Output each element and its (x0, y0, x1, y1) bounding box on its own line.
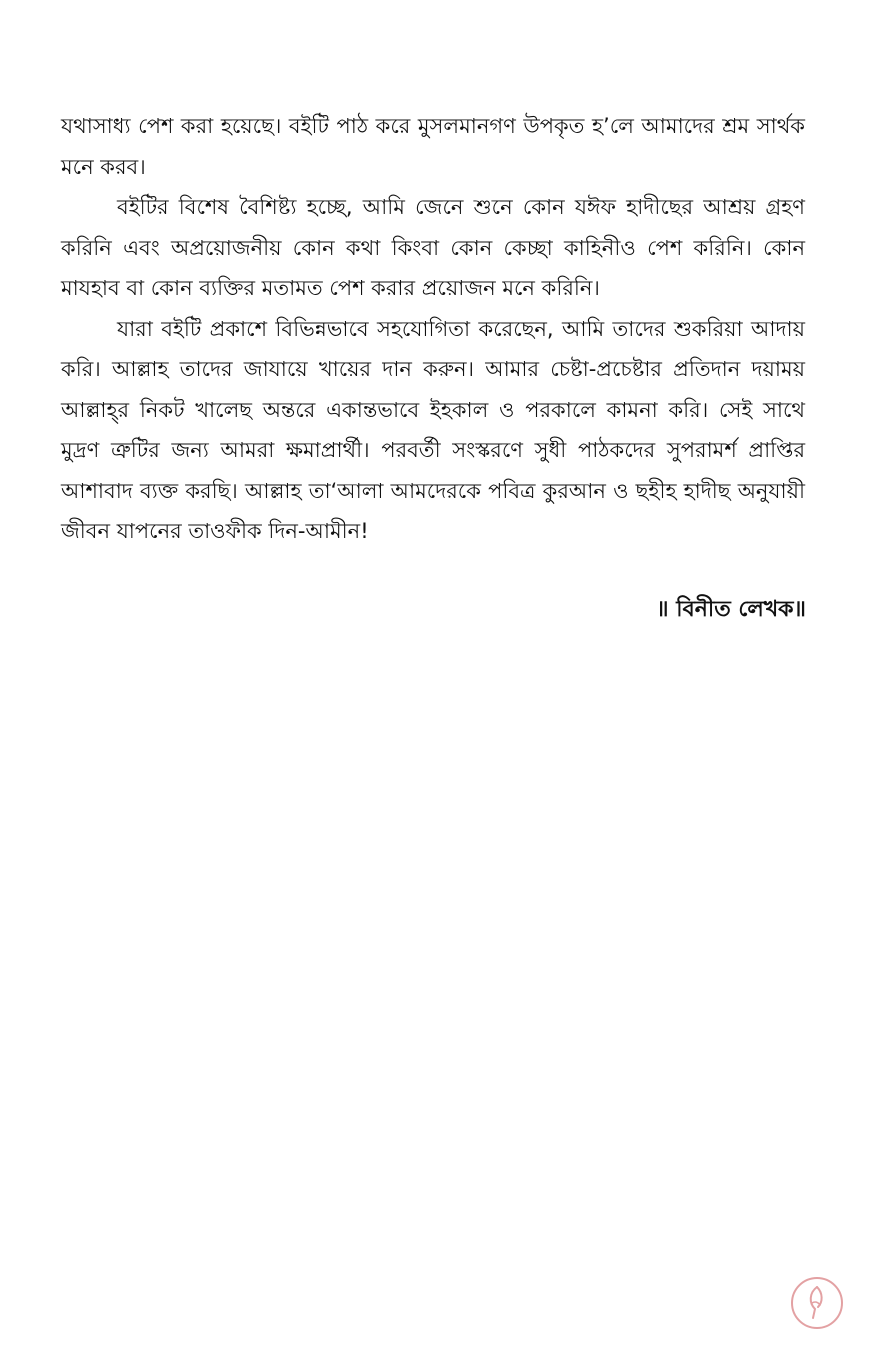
author-signature: ॥ বিনীত লেখক॥ (656, 597, 806, 622)
paragraph-3: যারা বইটি প্রকাশে বিভিন্নভাবে সহযোগিতা করেছেন, আমি তাদের শুকরিয়া আদায় করি। আল্লাহ তাদের জাযায়ে খায়ের দান করুন। আমার চেষ্টা-প্রচেষ্টার প্রতিদান দয়াময় আল্লাহ্‌র নিকট খালেছ অন্তরে একান্তভাবে ইহকাল ও পরকালে কামনা করি। সেই সাথে মুদ্রণ ত্রুটির জন্য আমরা ক্ষমাপ্রার্থী। পরবর্তী সংস্করণে সুধী পাঠকদের সুপরামর্শ প্রাপ্তির আশাবাদ ব্যক্ত করছি। আল্লাহ তা‘আলা আমদেরকে পবিত্র কুরআন ও ছহীহ হাদীছ অনুযায়ী জীবন যাপনের তাওফীক দিন-আমীন! (61, 316, 805, 543)
quill-logo-icon (790, 1276, 844, 1330)
paragraph-1: যথাসাধ্য পেশ করা হয়েছে। বইটি পাঠ করে মুসলমানগণ উপকৃত হ’লে আমাদের শ্রম সার্থক মনে করব। (61, 114, 805, 179)
paragraph-2: বইটির বিশেষ বৈশিষ্ট্য হচ্ছে, আমি জেনে শুনে কোন যঈফ হাদীছের আশ্রয় গ্রহণ করিনি এবং অপ্রয়োজনীয় কোন কথা কিংবা কোন কেচ্ছা কাহিনীও পেশ করিনি। কোন মাযহাব বা কোন ব্যক্তির মতামত পেশ করার প্রয়োজন মনে করিনি। (61, 195, 805, 300)
document-body (61, 106, 805, 552)
